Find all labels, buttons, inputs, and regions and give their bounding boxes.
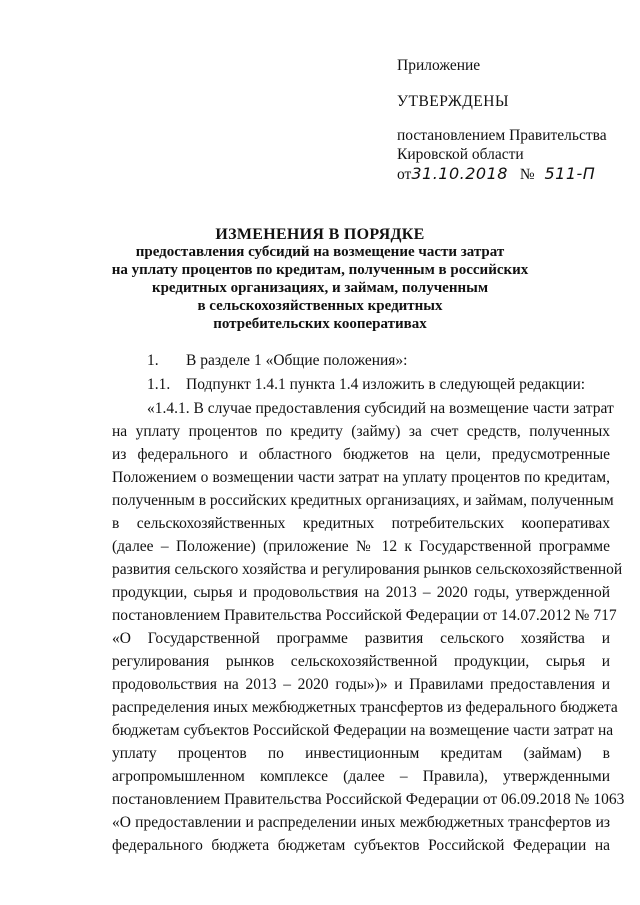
paragraph-line: (далее – Положение) (приложение № 12 к Государственной программе: [112, 538, 610, 555]
item-1-text: В разделе 1 «Общие положения»:: [186, 352, 408, 369]
paragraph-line: продовольствия на 2013 – 2020 годы»)» и Правилами предоставления и: [112, 676, 610, 693]
paragraph-line: бюджетам субъектов Российской Федерации на возмещение части затрат на: [112, 722, 614, 739]
paragraph-line: Положением о возмещении части затрат на уплату процентов по кредитам,: [112, 469, 610, 486]
paragraph-line: в сельскохозяйственных кредитных потребительских кооперативах: [112, 515, 610, 532]
paragraph-line: из федерального и областного бюджетов на цели, предусмотренные: [112, 446, 610, 463]
paragraph-line: постановлением Правительства Российской Федерации от 14.07.2012 № 717: [112, 607, 617, 624]
paragraph-line: агропромышленном комплексе (далее – Правила), утвержденными: [112, 768, 610, 785]
item-1-1-number: 1.1.: [147, 376, 171, 393]
paragraph-line: «О Государственной программе развития сельского хозяйства и: [112, 630, 610, 647]
paragraph-line: «О предоставлении и распределении иных межбюджетных трансфертов из: [112, 814, 610, 831]
subtitle-line: предоставления субсидий на возмещение части затрат: [135, 244, 505, 260]
paragraph-line: федерального бюджета бюджетам субъектов Российской Федерации на: [112, 837, 610, 854]
resolution-date-number: [397, 164, 595, 184]
item-1-1-text: Подпункт 1.4.1 пункта 1.4 изложить в следующей редакции:: [186, 376, 586, 393]
paragraph-line: уплату процентов по инвестиционным кредитам (займам) в: [112, 745, 610, 762]
item-1-number: 1.: [147, 352, 159, 369]
resolution-line-2: Кировской области: [397, 146, 524, 163]
date-prefix: от: [397, 166, 412, 183]
handwritten-date: 31.10.2018: [411, 164, 508, 183]
paragraph-line: полученным в российских кредитных организациях, и займам, полученным: [112, 492, 614, 509]
subtitle-line: на уплату процентов по кредитам, полученным в российских: [111, 262, 529, 278]
subtitle-line: кредитных организациях, и займам, полученным: [151, 280, 489, 296]
subtitle-line: потребительских кооперативах: [213, 316, 427, 332]
number-sign: №: [519, 166, 535, 183]
approved-label: УТВЕРЖДЕНЫ: [397, 93, 509, 110]
handwritten-number: 511-П: [544, 164, 596, 183]
appendix-label: Приложение: [397, 57, 481, 74]
paragraph-line: «1.4.1. В случае предоставления субсидий на возмещение части затрат: [147, 400, 614, 417]
paragraph-line: постановлением Правительства Российской Федерации от 06.09.2018 № 1063: [112, 791, 625, 808]
subtitle-line: в сельскохозяйственных кредитных: [197, 298, 443, 314]
document-title: ИЗМЕНЕНИЯ В ПОРЯДКЕ: [215, 226, 425, 243]
paragraph-line: регулирования рынков сельскохозяйственной продукции, сырья и: [112, 653, 610, 670]
resolution-line-1: постановлением Правительства: [397, 127, 607, 144]
paragraph-line: распределения иных межбюджетных трансфертов из федерального бюджета: [112, 699, 618, 716]
paragraph-line: на уплату процентов по кредиту (займу) за счет средств, полученных: [112, 423, 610, 440]
paragraph-line: продукции, сырья и продовольствия на 2013 – 2020 годы, утвержденной: [112, 584, 610, 601]
paragraph-line: развития сельского хозяйства и регулирования рынков сельскохозяйственной: [112, 561, 623, 578]
